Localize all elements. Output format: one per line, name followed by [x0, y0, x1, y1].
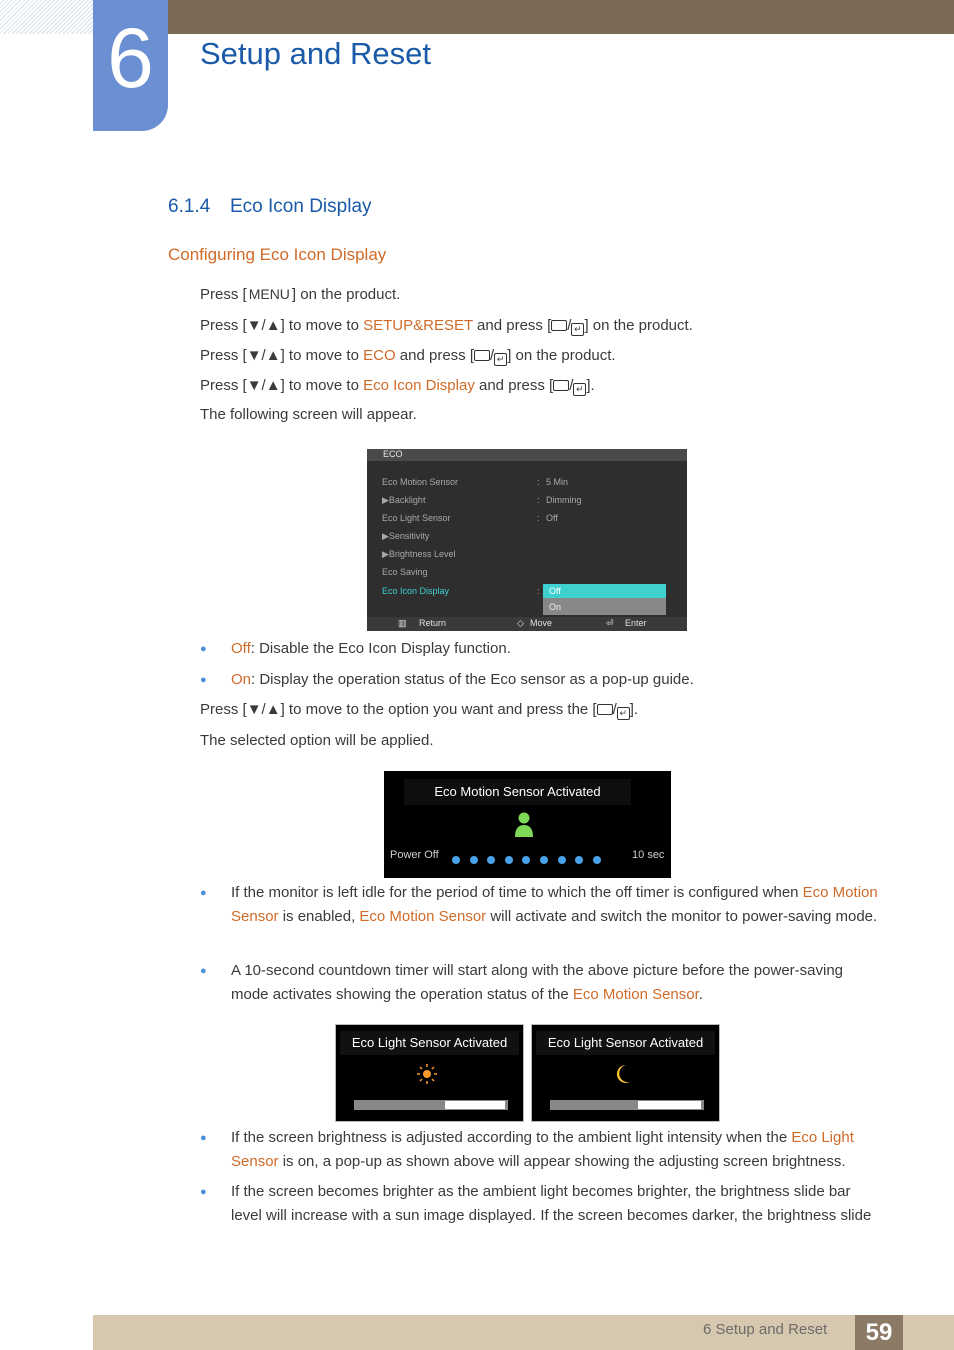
- osd-option-on: On: [549, 602, 562, 612]
- step-text: Press [: [200, 701, 247, 718]
- step-text: Press [: [200, 286, 247, 303]
- header-bar: [168, 0, 954, 34]
- option-term: Off: [231, 640, 251, 657]
- countdown-dot: [470, 856, 478, 864]
- step-4: [200, 377, 595, 396]
- footer-chapter-label: 6 Setup and Reset: [703, 1321, 828, 1338]
- option-desc: : Disable the Eco Icon Display function.: [250, 640, 511, 657]
- person-icon: [514, 812, 534, 838]
- section-title: Eco Icon Display: [230, 196, 372, 217]
- osd-row-label: Eco Saving: [382, 567, 428, 577]
- bullet-icon: ●: [200, 1186, 207, 1198]
- bullet-icon: ●: [200, 1132, 207, 1144]
- osd-row-sep: :: [537, 513, 540, 523]
- step-text: ].: [629, 701, 639, 718]
- source-button-icon: [551, 320, 567, 331]
- section-heading: [168, 196, 372, 218]
- osd-option-dropdown: [543, 584, 666, 615]
- note-part: If the screen brightness is adjusted according to the ambient light intensity when the: [231, 1129, 792, 1146]
- countdown-dot: [540, 856, 548, 864]
- enter-button-icon: ↵: [617, 707, 630, 720]
- osd-move-label: Move: [530, 618, 553, 628]
- source-button-icon: [597, 704, 613, 715]
- moon-icon: [612, 1063, 634, 1085]
- countdown-dot: [487, 856, 495, 864]
- menu-name: Eco Icon Display: [363, 377, 475, 394]
- step-text: and press [: [395, 347, 475, 364]
- step-text: and press [: [474, 377, 554, 394]
- note-highlight: Eco Motion Sensor: [359, 908, 487, 925]
- power-off-label: Power Off: [390, 849, 439, 861]
- osd-return-label: Return: [419, 618, 447, 628]
- osd-menu-screenshot: [367, 449, 687, 631]
- subsection-heading: Configuring Eco Icon Display: [168, 245, 387, 264]
- slash: /: [490, 347, 495, 364]
- step-text: Press [: [200, 347, 247, 364]
- step-7: The selected option will be applied.: [200, 732, 434, 749]
- osd-row-label: Eco Motion Sensor: [382, 477, 459, 487]
- menu-name: ECO: [363, 347, 396, 364]
- note-part: is on, a pop-up as shown above will appear showing the adjusting screen brightness.: [278, 1153, 846, 1170]
- osd-title-bar: [367, 449, 687, 461]
- osd-row-label: Eco Light Sensor: [382, 513, 451, 523]
- page-number: 59: [865, 1319, 893, 1346]
- motion-note-1: [200, 881, 880, 953]
- enter-button-icon: ↵: [494, 353, 507, 366]
- eco-motion-popup: [384, 771, 671, 878]
- step-text: and press [: [472, 317, 552, 334]
- enter-button-icon: ↵: [571, 323, 584, 336]
- move-icon: ◇: [517, 618, 524, 628]
- osd-title: ECO: [383, 449, 403, 459]
- step-text: ] to move to: [280, 377, 364, 394]
- countdown-dot: [575, 856, 583, 864]
- countdown-dots: [452, 851, 610, 869]
- osd-row-sep: :: [537, 495, 540, 505]
- step-1: [200, 286, 400, 303]
- note-text: [231, 959, 883, 1007]
- arrow-keys-icon: ▼/▲: [246, 377, 281, 394]
- step-text: ] to move to: [280, 347, 364, 364]
- slash: /: [612, 701, 617, 718]
- note-highlight: Eco Motion Sensor: [572, 986, 699, 1003]
- osd-row-value: Off: [546, 513, 558, 523]
- bullet-icon: ●: [200, 674, 207, 686]
- chapter-number: 6: [107, 11, 154, 105]
- step-5: The following screen will appear.: [200, 406, 417, 423]
- osd-row-label-selected: Eco Icon Display: [382, 586, 450, 596]
- return-icon: ▥: [398, 618, 407, 628]
- sun-icon: [416, 1063, 438, 1085]
- section-number: 6.1.4: [168, 196, 211, 217]
- step-6: [200, 701, 638, 720]
- countdown-dot: [558, 856, 566, 864]
- enter-button-icon: ↵: [573, 383, 586, 396]
- motion-note-2: [200, 959, 880, 1007]
- step-text: Press [: [200, 317, 247, 334]
- countdown-dot: [452, 856, 460, 864]
- step-text: ] to move to the option you want and press the [: [280, 701, 597, 718]
- note-highlight: Eco Light Sensor: [231, 1129, 854, 1170]
- option-term: On: [231, 671, 252, 688]
- source-button-icon: [553, 380, 569, 391]
- eco-light-popup-bright: [335, 1024, 524, 1122]
- step-text: ] to move to: [280, 317, 364, 334]
- option-off-item: [200, 637, 880, 661]
- brightness-level: [445, 1101, 505, 1109]
- arrow-keys-icon: ▼/▲: [246, 317, 281, 334]
- note-part: A 10-second countdown timer will start along with the above picture before the power-saving mode activates showing the operation status of the: [231, 962, 844, 1003]
- osd-row-label: ▶Brightness Level: [382, 549, 456, 559]
- osd-row-value: 5 Min: [546, 477, 569, 487]
- note-part: will activate and switch the monitor to power-saving mode.: [486, 908, 878, 925]
- chapter-title: Setup and Reset: [200, 36, 431, 71]
- countdown-value: [632, 849, 664, 861]
- light-note-1: [200, 1126, 880, 1174]
- option-on-item: [200, 668, 880, 692]
- osd-row-label: ▶Sensitivity: [382, 531, 430, 541]
- light-note-2: [200, 1180, 880, 1228]
- note-text: [231, 1126, 883, 1174]
- slash: /: [569, 377, 574, 394]
- option-text: [231, 637, 883, 661]
- step-2: [200, 317, 693, 336]
- menu-key: MENU: [248, 286, 290, 302]
- note-part: .: [698, 986, 703, 1003]
- note-part: If the monitor is left idle for the period of time to which the off timer is configured when: [231, 884, 803, 901]
- header-hatch-decoration: [0, 0, 93, 34]
- countdown-dot: [522, 856, 530, 864]
- countdown-dot: [505, 856, 513, 864]
- bullet-icon: ●: [200, 887, 207, 899]
- note-text: If the screen becomes brighter as the ambient light becomes brighter, the brightness slide bar level will increase with a sun image displayed. If the screen becomes darker, the brightness slide: [231, 1183, 872, 1224]
- slash: /: [567, 317, 572, 334]
- arrow-keys-icon: ▼/▲: [246, 347, 281, 364]
- note-text: [231, 881, 883, 929]
- countdown-unit: sec: [647, 849, 665, 861]
- countdown-number: 10: [632, 849, 645, 861]
- step-text: ] on the product.: [507, 347, 616, 364]
- step-text: ] on the product.: [291, 286, 401, 303]
- osd-row-sep: :: [537, 586, 540, 596]
- step-3: [200, 347, 616, 366]
- arrow-keys-icon: ▼/▲: [246, 701, 281, 718]
- note-highlight: Eco Motion Sensor: [231, 884, 878, 925]
- source-button-icon: [474, 350, 490, 361]
- bullet-icon: ●: [200, 965, 207, 977]
- popup-title: Eco Light Sensor Activated: [536, 1031, 715, 1055]
- osd-row-label: ▶Backlight: [382, 495, 426, 505]
- brightness-level: [638, 1101, 701, 1109]
- bullet-icon: ●: [200, 643, 207, 655]
- enter-icon: ⏎: [606, 618, 614, 628]
- popup-title: Eco Motion Sensor Activated: [404, 779, 631, 805]
- osd-option-off: Off: [543, 584, 666, 598]
- osd-row-sep: :: [537, 477, 540, 487]
- option-text: [231, 668, 883, 692]
- osd-enter-label: Enter: [625, 618, 647, 628]
- osd-row-value: Dimming: [546, 495, 582, 505]
- note-part: is enabled,: [278, 908, 360, 925]
- step-text: Press [: [200, 377, 247, 394]
- countdown-dot: [593, 856, 601, 864]
- step-text: ] on the product.: [584, 317, 693, 334]
- popup-title: Eco Light Sensor Activated: [340, 1031, 519, 1055]
- option-desc: : Display the operation status of the Eco sensor as a pop-up guide.: [251, 671, 694, 688]
- brightness-bar: [550, 1100, 704, 1110]
- eco-light-popup-dark: [531, 1024, 720, 1122]
- menu-name: SETUP&RESET: [363, 317, 473, 334]
- step-text: ].: [586, 377, 595, 394]
- osd-footer: [367, 617, 687, 631]
- brightness-bar: [354, 1100, 508, 1110]
